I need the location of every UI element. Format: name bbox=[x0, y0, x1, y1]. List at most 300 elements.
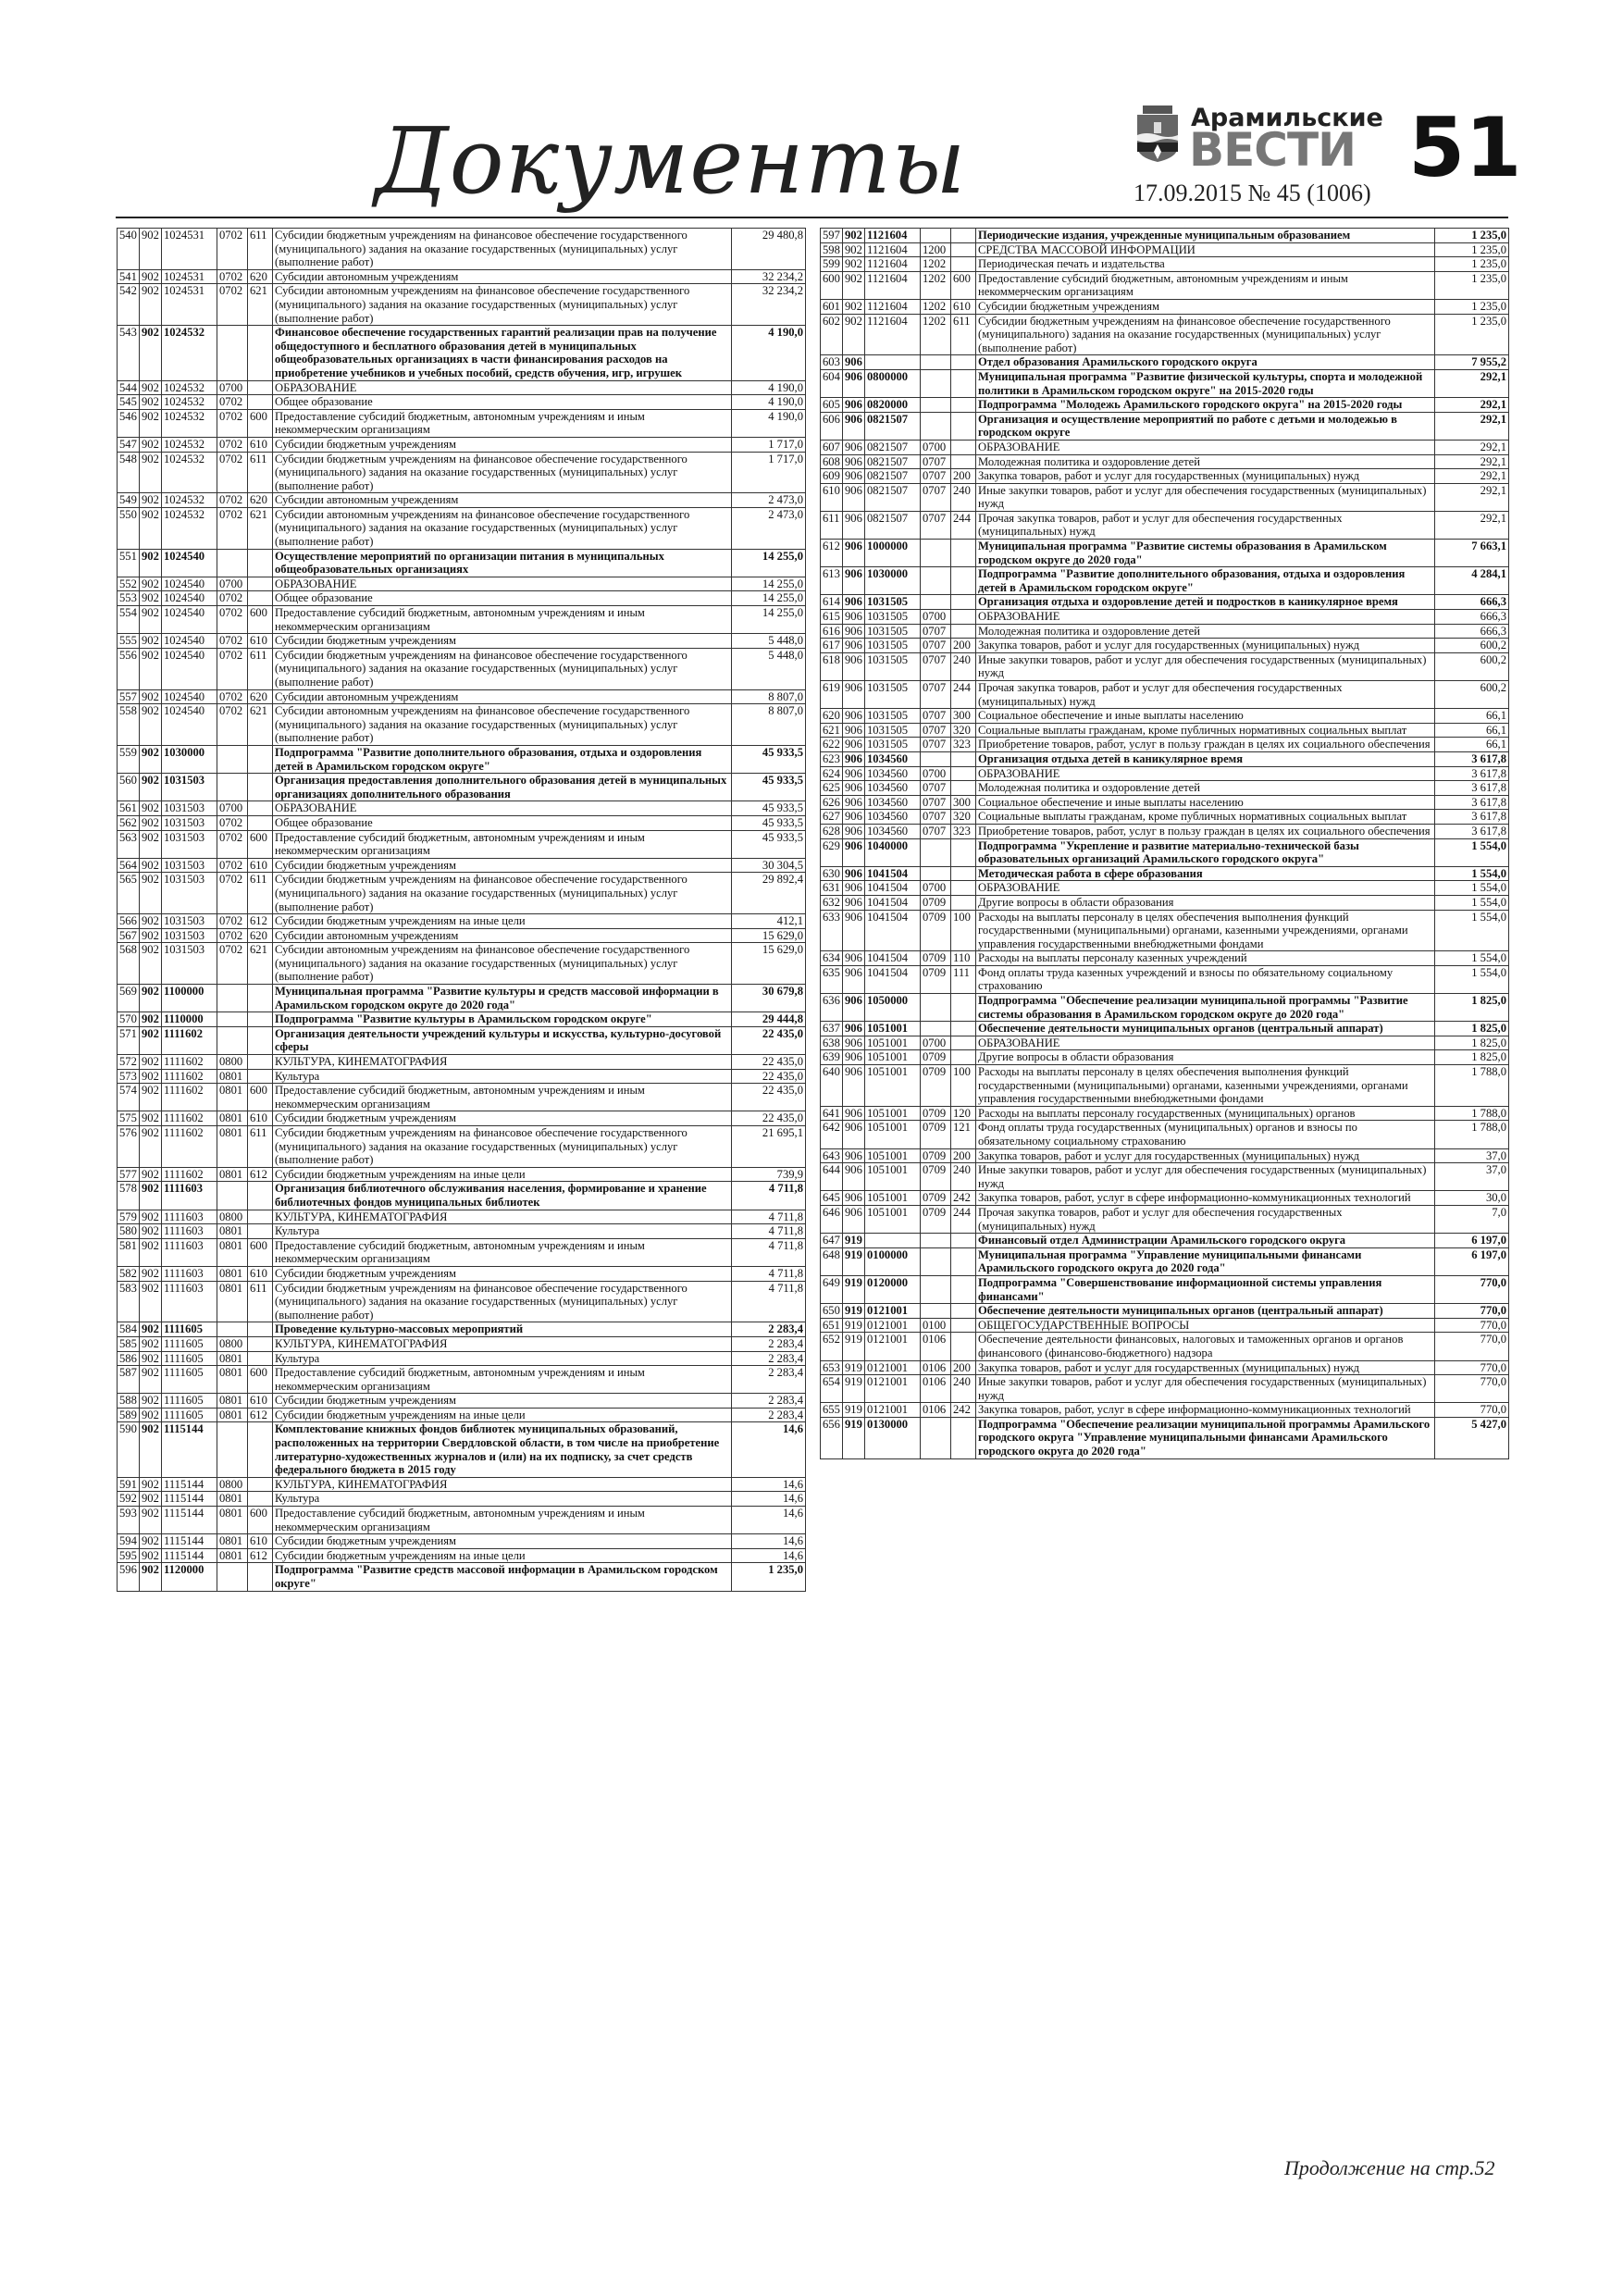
row-amount: 1 825,0 bbox=[1435, 994, 1509, 1022]
table-row bbox=[821, 1050, 1509, 1065]
table-row bbox=[118, 284, 806, 326]
row-amount: 30 304,5 bbox=[732, 858, 806, 873]
newspaper-name-top: Арамильские bbox=[1191, 104, 1383, 132]
admin-code: 906 bbox=[843, 1163, 865, 1191]
admin-code: 906 bbox=[843, 1065, 865, 1107]
expense-type-code bbox=[248, 549, 273, 577]
section-code bbox=[217, 326, 248, 380]
row-amount: 3 617,8 bbox=[1435, 810, 1509, 825]
table-row bbox=[821, 639, 1509, 653]
row-description: Предоставление субсидий бюджетным, автономным учреждениям и иным некоммерческим организациям bbox=[273, 1507, 732, 1534]
expense-type-code bbox=[951, 1234, 976, 1248]
target-article-code: 1115144 bbox=[162, 1422, 217, 1477]
section-code: 0707 bbox=[921, 810, 951, 825]
row-number: 625 bbox=[821, 781, 843, 796]
row-amount: 3 617,8 bbox=[1435, 751, 1509, 766]
section-code: 0801 bbox=[217, 1084, 248, 1111]
target-article-code: 1030000 bbox=[162, 745, 217, 773]
target-article-code: 1121604 bbox=[865, 299, 921, 314]
admin-code: 902 bbox=[140, 284, 162, 326]
table-row bbox=[118, 745, 806, 773]
admin-code: 906 bbox=[843, 709, 865, 724]
row-number: 601 bbox=[821, 299, 843, 314]
section-code: 0700 bbox=[217, 577, 248, 591]
row-amount: 66,1 bbox=[1435, 709, 1509, 724]
row-number: 588 bbox=[118, 1394, 140, 1409]
expense-type-code: 242 bbox=[951, 1403, 976, 1418]
row-description: ОБРАЗОВАНИЕ bbox=[273, 380, 732, 395]
row-amount: 2 473,0 bbox=[732, 507, 806, 549]
table-row bbox=[118, 1336, 806, 1351]
row-description: Финансовое обеспечение государственных гарантий реализации прав на получение общедоступного и бесплатного образования детей в муниципальных общеобразовательных организациях в части финансирования расходов на приобретение учебников и учебных пособий, средств обучения, игр, игрушек bbox=[273, 326, 732, 380]
row-number: 638 bbox=[821, 1036, 843, 1050]
row-number: 610 bbox=[821, 483, 843, 511]
expense-type-code: 610 bbox=[248, 858, 273, 873]
expense-type-code: 600 bbox=[248, 1084, 273, 1111]
table-row bbox=[821, 229, 1509, 243]
admin-code: 902 bbox=[140, 1422, 162, 1477]
row-number: 542 bbox=[118, 284, 140, 326]
row-description: Субсидии бюджетным учреждениям bbox=[273, 1534, 732, 1549]
admin-code: 902 bbox=[140, 1167, 162, 1182]
expense-type-code: 620 bbox=[248, 493, 273, 508]
row-amount: 7 955,2 bbox=[1435, 355, 1509, 370]
admin-code: 906 bbox=[843, 766, 865, 781]
row-amount: 770,0 bbox=[1435, 1304, 1509, 1319]
table-row bbox=[821, 271, 1509, 299]
expense-type-code bbox=[951, 540, 976, 567]
target-article-code: 1031503 bbox=[162, 873, 217, 914]
table-row bbox=[821, 511, 1509, 539]
expense-type-code bbox=[248, 1322, 273, 1337]
admin-code: 902 bbox=[843, 257, 865, 272]
expense-type-code: 200 bbox=[951, 469, 976, 484]
section-code: 0707 bbox=[921, 511, 951, 539]
row-number: 628 bbox=[821, 824, 843, 838]
expense-type-code: 600 bbox=[248, 1366, 273, 1394]
row-amount: 1 554,0 bbox=[1435, 838, 1509, 866]
row-number: 649 bbox=[821, 1275, 843, 1303]
row-number: 585 bbox=[118, 1336, 140, 1351]
row-number: 603 bbox=[821, 355, 843, 370]
table-row bbox=[118, 269, 806, 284]
admin-code: 906 bbox=[843, 681, 865, 709]
admin-code: 919 bbox=[843, 1417, 865, 1458]
section-code bbox=[921, 1247, 951, 1275]
target-article-code: 1051001 bbox=[865, 1106, 921, 1121]
section-code: 0702 bbox=[217, 395, 248, 410]
section-code: 0709 bbox=[921, 1050, 951, 1065]
admin-code: 902 bbox=[140, 326, 162, 380]
section-code: 0702 bbox=[217, 606, 248, 634]
row-number: 582 bbox=[118, 1266, 140, 1281]
expense-type-code: 323 bbox=[951, 824, 976, 838]
row-number: 645 bbox=[821, 1191, 843, 1206]
table-row bbox=[821, 1333, 1509, 1360]
row-amount: 2 283,4 bbox=[732, 1366, 806, 1394]
table-row bbox=[821, 440, 1509, 454]
expense-type-code: 611 bbox=[248, 648, 273, 689]
section-code: 0709 bbox=[921, 1065, 951, 1107]
row-amount: 1 554,0 bbox=[1435, 910, 1509, 951]
row-description: ОБРАЗОВАНИЕ bbox=[976, 610, 1435, 625]
expense-type-code bbox=[248, 1055, 273, 1070]
row-amount: 29 480,8 bbox=[732, 229, 806, 270]
expense-type-code bbox=[248, 326, 273, 380]
row-description: Предоставление субсидий бюджетным, автономным учреждениям и иным некоммерческим организациям bbox=[273, 1084, 732, 1111]
section-code: 0702 bbox=[217, 914, 248, 929]
admin-code: 906 bbox=[843, 810, 865, 825]
expense-type-code: 600 bbox=[248, 1507, 273, 1534]
row-number: 544 bbox=[118, 380, 140, 395]
table-row bbox=[118, 380, 806, 395]
section-code bbox=[217, 985, 248, 1012]
admin-code: 919 bbox=[843, 1234, 865, 1248]
table-row bbox=[118, 1422, 806, 1477]
target-article-code: 1051001 bbox=[865, 1148, 921, 1163]
target-article-code: 1024540 bbox=[162, 549, 217, 577]
row-number: 554 bbox=[118, 606, 140, 634]
row-number: 632 bbox=[821, 895, 843, 910]
row-amount: 1 554,0 bbox=[1435, 881, 1509, 896]
admin-code: 902 bbox=[140, 815, 162, 830]
row-description: Субсидии автономным учреждениям bbox=[273, 689, 732, 704]
expense-type-code: 320 bbox=[951, 723, 976, 738]
table-row bbox=[821, 412, 1509, 440]
row-number: 651 bbox=[821, 1318, 843, 1333]
target-article-code: 1031503 bbox=[162, 914, 217, 929]
admin-code: 906 bbox=[843, 951, 865, 966]
expense-type-code: 611 bbox=[951, 314, 976, 355]
expense-type-code bbox=[248, 985, 273, 1012]
admin-code: 902 bbox=[140, 1366, 162, 1394]
row-description: Субсидии бюджетным учреждениям на финансовое обеспечение государственного (муниципального) задания на оказание государственных (муниципальных) услуг (выполнение работ) bbox=[976, 314, 1435, 355]
row-number: 654 bbox=[821, 1375, 843, 1403]
table-row bbox=[821, 1403, 1509, 1418]
row-amount: 14,6 bbox=[732, 1492, 806, 1507]
row-number: 618 bbox=[821, 652, 843, 680]
expense-type-code bbox=[951, 881, 976, 896]
row-amount: 22 435,0 bbox=[732, 1055, 806, 1070]
admin-code: 906 bbox=[843, 1205, 865, 1233]
target-article-code: 1031505 bbox=[865, 709, 921, 724]
admin-code: 902 bbox=[843, 242, 865, 257]
table-row bbox=[118, 704, 806, 746]
row-number: 591 bbox=[118, 1477, 140, 1492]
target-article-code: 1031505 bbox=[865, 595, 921, 610]
row-description: Субсидии бюджетным учреждениям на финансовое обеспечение государственного (муниципального) задания на оказание государственных (муниципальных) услуг (выполнение работ) bbox=[273, 452, 732, 493]
admin-code: 902 bbox=[140, 1322, 162, 1337]
section-title: Документы bbox=[375, 109, 967, 215]
target-article-code: 1051001 bbox=[865, 1205, 921, 1233]
table-row bbox=[118, 943, 806, 985]
expense-type-code bbox=[248, 1422, 273, 1477]
table-row bbox=[118, 1507, 806, 1534]
admin-code: 902 bbox=[140, 1336, 162, 1351]
table-row bbox=[821, 1036, 1509, 1050]
section-code bbox=[921, 1275, 951, 1303]
admin-code: 902 bbox=[140, 577, 162, 591]
row-description: Субсидии бюджетным учреждениям bbox=[273, 634, 732, 649]
admin-code: 906 bbox=[843, 1121, 865, 1148]
table-row bbox=[118, 452, 806, 493]
expense-type-code bbox=[248, 1477, 273, 1492]
section-code: 0801 bbox=[217, 1351, 248, 1366]
expense-type-code: 320 bbox=[951, 810, 976, 825]
expense-type-code bbox=[248, 1336, 273, 1351]
row-number: 636 bbox=[821, 994, 843, 1022]
row-description: Предоставление субсидий бюджетным, автономным учреждениям и иным некоммерческим организациям bbox=[273, 409, 732, 437]
admin-code: 906 bbox=[843, 738, 865, 752]
section-code bbox=[921, 540, 951, 567]
row-amount: 1 235,0 bbox=[1435, 271, 1509, 299]
section-code: 0709 bbox=[921, 1148, 951, 1163]
row-description: Закупка товаров, работ и услуг для государственных (муниципальных) нужд bbox=[976, 469, 1435, 484]
row-number: 548 bbox=[118, 452, 140, 493]
row-amount: 22 435,0 bbox=[732, 1069, 806, 1084]
target-article-code: 1115144 bbox=[162, 1507, 217, 1534]
admin-code: 902 bbox=[140, 634, 162, 649]
section-code bbox=[217, 1563, 248, 1591]
expense-type-code: 611 bbox=[248, 1126, 273, 1168]
target-article-code: 1121604 bbox=[865, 242, 921, 257]
row-number: 581 bbox=[118, 1238, 140, 1266]
expense-type-code bbox=[248, 1012, 273, 1027]
section-code: 0707 bbox=[921, 454, 951, 469]
row-description: Субсидии автономным учреждениям bbox=[273, 493, 732, 508]
admin-code: 906 bbox=[843, 610, 865, 625]
expense-type-code bbox=[951, 781, 976, 796]
row-description: Закупка товаров, работ и услуг для государственных (муниципальных) нужд bbox=[976, 1148, 1435, 1163]
expense-type-code bbox=[951, 1022, 976, 1036]
row-description: КУЛЬТУРА, КИНЕМАТОГРАФИЯ bbox=[273, 1336, 732, 1351]
expense-type-code: 610 bbox=[248, 1111, 273, 1126]
page-number: 51 bbox=[1408, 100, 1522, 195]
target-article-code: 1031503 bbox=[162, 928, 217, 943]
row-description: Социальное обеспечение и иные выплаты населению bbox=[976, 709, 1435, 724]
expense-type-code bbox=[248, 1492, 273, 1507]
row-amount: 292,1 bbox=[1435, 469, 1509, 484]
table-row bbox=[118, 1238, 806, 1266]
table-row bbox=[821, 709, 1509, 724]
target-article-code: 1000000 bbox=[865, 540, 921, 567]
expense-type-code bbox=[248, 395, 273, 410]
row-number: 563 bbox=[118, 830, 140, 858]
row-number: 552 bbox=[118, 577, 140, 591]
target-article-code: 0100000 bbox=[865, 1247, 921, 1275]
table-row bbox=[118, 873, 806, 914]
row-amount: 666,3 bbox=[1435, 610, 1509, 625]
table-row bbox=[118, 1069, 806, 1084]
table-row bbox=[821, 681, 1509, 709]
row-number: 621 bbox=[821, 723, 843, 738]
row-amount: 29 444,8 bbox=[732, 1012, 806, 1027]
admin-code: 906 bbox=[843, 881, 865, 896]
table-row bbox=[118, 1111, 806, 1126]
row-amount: 1 554,0 bbox=[1435, 895, 1509, 910]
table-row bbox=[118, 774, 806, 801]
table-row bbox=[118, 493, 806, 508]
target-article-code: 1031505 bbox=[865, 681, 921, 709]
expense-type-code: 600 bbox=[248, 1238, 273, 1266]
row-description: Субсидии бюджетным учреждениям bbox=[273, 858, 732, 873]
row-description: Иные закупки товаров, работ и услуг для обеспечения государственных (муниципальных) нужд bbox=[976, 1375, 1435, 1403]
row-amount: 3 617,8 bbox=[1435, 766, 1509, 781]
row-description: Молодежная политика и оздоровление детей bbox=[976, 781, 1435, 796]
row-number: 608 bbox=[821, 454, 843, 469]
section-code: 0702 bbox=[217, 229, 248, 270]
row-description: Субсидии автономным учреждениям на финансовое обеспечение государственного (муниципального) задания на оказание государственных (муниципальных) услуг (выполнение работ) bbox=[273, 507, 732, 549]
row-description: Организация отдыха и оздоровление детей и подростков в каникулярное время bbox=[976, 595, 1435, 610]
target-article-code: 1024532 bbox=[162, 409, 217, 437]
expense-type-code bbox=[951, 1247, 976, 1275]
expense-type-code: 621 bbox=[248, 507, 273, 549]
row-description: Культура bbox=[273, 1492, 732, 1507]
section-code: 0702 bbox=[217, 873, 248, 914]
table-row bbox=[821, 810, 1509, 825]
table-row bbox=[821, 781, 1509, 796]
row-amount: 21 695,1 bbox=[732, 1126, 806, 1168]
row-number: 565 bbox=[118, 873, 140, 914]
row-amount: 32 234,2 bbox=[732, 269, 806, 284]
expense-type-code: 200 bbox=[951, 1360, 976, 1375]
budget-table-left bbox=[117, 228, 806, 1592]
section-code: 1202 bbox=[921, 257, 951, 272]
row-number: 571 bbox=[118, 1026, 140, 1054]
target-article-code: 1115144 bbox=[162, 1534, 217, 1549]
row-description: Расходы на выплаты персоналу казенных учреждений bbox=[976, 951, 1435, 966]
section-code: 0702 bbox=[217, 704, 248, 746]
admin-code: 902 bbox=[140, 1548, 162, 1563]
table-row bbox=[821, 838, 1509, 866]
row-amount: 600,2 bbox=[1435, 652, 1509, 680]
row-number: 598 bbox=[821, 242, 843, 257]
target-article-code: 1024532 bbox=[162, 493, 217, 508]
row-description: Общее образование bbox=[273, 395, 732, 410]
admin-code: 902 bbox=[140, 229, 162, 270]
table-row bbox=[118, 1126, 806, 1168]
target-article-code: 1051001 bbox=[865, 1036, 921, 1050]
admin-code: 906 bbox=[843, 454, 865, 469]
target-article-code: 0821507 bbox=[865, 454, 921, 469]
row-amount: 600,2 bbox=[1435, 681, 1509, 709]
row-number: 602 bbox=[821, 314, 843, 355]
section-code: 0801 bbox=[217, 1069, 248, 1084]
table-row bbox=[118, 1322, 806, 1337]
target-article-code: 1024540 bbox=[162, 591, 217, 606]
row-amount: 1 788,0 bbox=[1435, 1121, 1509, 1148]
table-row bbox=[821, 242, 1509, 257]
row-description: Культура bbox=[273, 1351, 732, 1366]
row-description: Организация деятельности учреждений культуры и искусства, культурно-досуговой сферы bbox=[273, 1026, 732, 1054]
section-code: 0709 bbox=[921, 895, 951, 910]
section-code: 0707 bbox=[921, 681, 951, 709]
target-article-code: 1111603 bbox=[162, 1182, 217, 1210]
target-article-code: 1024532 bbox=[162, 437, 217, 452]
admin-code: 906 bbox=[843, 1106, 865, 1121]
admin-code: 906 bbox=[843, 483, 865, 511]
target-article-code: 1031505 bbox=[865, 723, 921, 738]
section-code bbox=[217, 1422, 248, 1477]
expense-type-code: 611 bbox=[248, 452, 273, 493]
target-article-code: 1024532 bbox=[162, 380, 217, 395]
row-description: Культура bbox=[273, 1069, 732, 1084]
admin-code: 902 bbox=[140, 1507, 162, 1534]
admin-code: 902 bbox=[140, 591, 162, 606]
row-amount: 739,9 bbox=[732, 1167, 806, 1182]
target-article-code: 1120000 bbox=[162, 1563, 217, 1591]
table-row bbox=[821, 469, 1509, 484]
row-number: 617 bbox=[821, 639, 843, 653]
row-number: 637 bbox=[821, 1022, 843, 1036]
target-article-code: 1050000 bbox=[865, 994, 921, 1022]
section-code: 0801 bbox=[217, 1111, 248, 1126]
row-description: Субсидии бюджетным учреждениям bbox=[273, 1266, 732, 1281]
expense-type-code: 610 bbox=[248, 634, 273, 649]
row-amount: 14 255,0 bbox=[732, 577, 806, 591]
row-description: Комплектование книжных фондов библиотек муниципальных образований, расположенных на территории Свердловской области, в том числе на приобретение литературно-художественных журналов и (или) на их подписку, за счет средств федерального бюджета в 2015 году bbox=[273, 1422, 732, 1477]
row-number: 546 bbox=[118, 409, 140, 437]
admin-code: 906 bbox=[843, 1036, 865, 1050]
row-description: СРЕДСТВА МАССОВОЙ ИНФОРМАЦИИ bbox=[976, 242, 1435, 257]
target-article-code: 1111605 bbox=[162, 1336, 217, 1351]
row-amount: 292,1 bbox=[1435, 454, 1509, 469]
row-number: 586 bbox=[118, 1351, 140, 1366]
row-amount: 1 235,0 bbox=[1435, 299, 1509, 314]
section-code: 0801 bbox=[217, 1238, 248, 1266]
row-number: 550 bbox=[118, 507, 140, 549]
table-row bbox=[821, 723, 1509, 738]
admin-code: 902 bbox=[140, 1477, 162, 1492]
row-amount: 1 825,0 bbox=[1435, 1036, 1509, 1050]
row-number: 613 bbox=[821, 567, 843, 595]
section-code: 0106 bbox=[921, 1360, 951, 1375]
row-number: 562 bbox=[118, 815, 140, 830]
row-description: Предоставление субсидий бюджетным, автономным учреждениям и иным некоммерческим организациям bbox=[976, 271, 1435, 299]
row-amount: 4 711,8 bbox=[732, 1210, 806, 1224]
expense-type-code bbox=[951, 610, 976, 625]
expense-type-code: 621 bbox=[248, 943, 273, 985]
target-article-code: 1040000 bbox=[865, 838, 921, 866]
row-number: 551 bbox=[118, 549, 140, 577]
admin-code: 906 bbox=[843, 567, 865, 595]
row-number: 655 bbox=[821, 1403, 843, 1418]
table-row bbox=[118, 1534, 806, 1549]
row-number: 605 bbox=[821, 398, 843, 413]
table-row bbox=[821, 610, 1509, 625]
expense-type-code: 600 bbox=[951, 271, 976, 299]
table-row bbox=[821, 1065, 1509, 1107]
row-amount: 1 554,0 bbox=[1435, 965, 1509, 993]
section-code bbox=[921, 229, 951, 243]
admin-code: 902 bbox=[140, 1012, 162, 1027]
section-code: 0702 bbox=[217, 437, 248, 452]
target-article-code: 0121001 bbox=[865, 1333, 921, 1360]
section-code: 0707 bbox=[921, 738, 951, 752]
table-row bbox=[821, 910, 1509, 951]
expense-type-code: 612 bbox=[248, 1167, 273, 1182]
expense-type-code: 620 bbox=[248, 689, 273, 704]
target-article-code: 1111603 bbox=[162, 1210, 217, 1224]
section-code: 0700 bbox=[921, 1036, 951, 1050]
table-row bbox=[821, 1318, 1509, 1333]
target-article-code: 1041504 bbox=[865, 881, 921, 896]
admin-code: 906 bbox=[843, 781, 865, 796]
admin-code: 902 bbox=[843, 229, 865, 243]
table-row bbox=[821, 1417, 1509, 1458]
expense-type-code bbox=[951, 1050, 976, 1065]
row-number: 580 bbox=[118, 1224, 140, 1239]
